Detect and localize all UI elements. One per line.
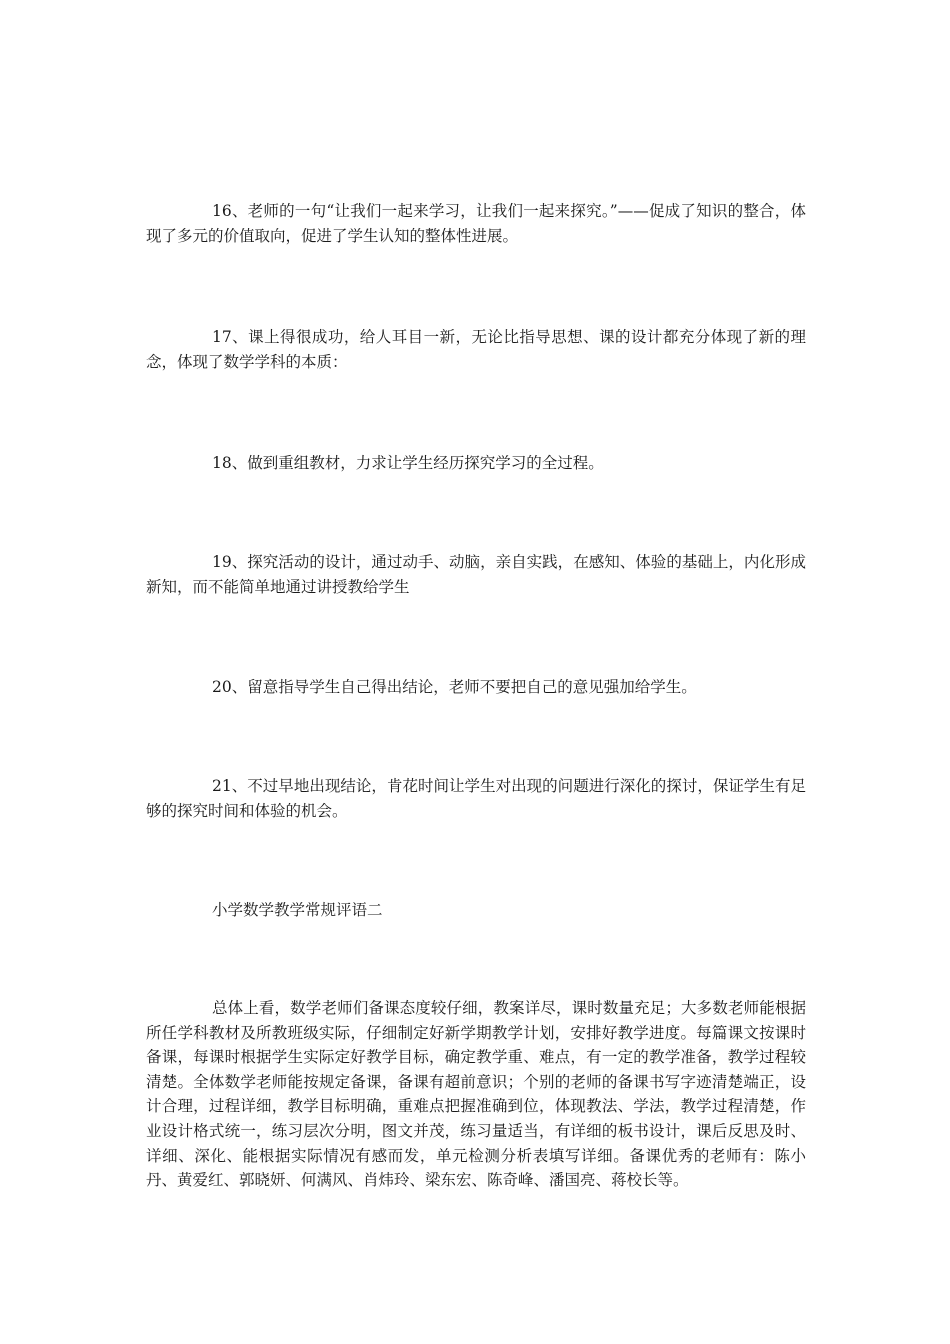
comment-paragraph-18: 18、做到重组教材，力求让学生经历探究学习的全过程。: [212, 454, 604, 472]
comment-paragraph-16: 16、老师的一句“让我们一起来学习，让我们一起来探究。”——促成了知识的整合，体现了多元的价值取向，促进了学生认知的整体性进展。: [146, 202, 806, 245]
comment-paragraph-17: 17、课上得很成功，给人耳目一新，无论比指导思想、课的设计都充分体现了新的理念，体现了数学学科的本质：: [146, 328, 806, 371]
comment-paragraph-21: 21、不过早地出现结论，肯花时间让学生对出现的问题进行深化的探讨，保证学生有足够的探究时间和体验的机会。: [146, 777, 806, 820]
comment-paragraph-19: 19、探究活动的设计，通过动手、动脑，亲自实践，在感知、体验的基础上，内化形成新知，而不能简单地通过讲授教给学生: [146, 553, 806, 596]
summary-paragraph: 总体上看，数学老师们备课态度较仔细，教案详尽，课时数量充足；大多数老师能根据所任学科教材及所教班级实际，仔细制定好新学期教学计划，安排好教学进度。每篇课文按课时备课，每课时根据学生实际定好教学目标，确定教学重、难点，有一定的教学准备，教学过程较清楚。全体数学老师能按规定备课，备课有超前意识；个别的老师的备课书写字迹清楚端正，设计合理，过程详细，教学目标明确，重难点把握准确到位，体现教法、学法，教学过程清楚，作业设计格式统一，练习层次分明，图文并茂，练习量适当，有详细的板书设计，课后反思及时、详细、深化、能根据实际情况有感而发，单元检测分析表填写详细。备课优秀的老师有：陈小丹、黄爱红、郭晓妍、何满风、肖炜玲、梁东宏、陈奇峰、潘国亮、蒋校长等。: [146, 999, 806, 1190]
comment-paragraph-20: 20、留意指导学生自己得出结论，老师不要把自己的意见强加给学生。: [212, 678, 697, 696]
section-heading: 小学数学教学常规评语二: [212, 901, 383, 919]
